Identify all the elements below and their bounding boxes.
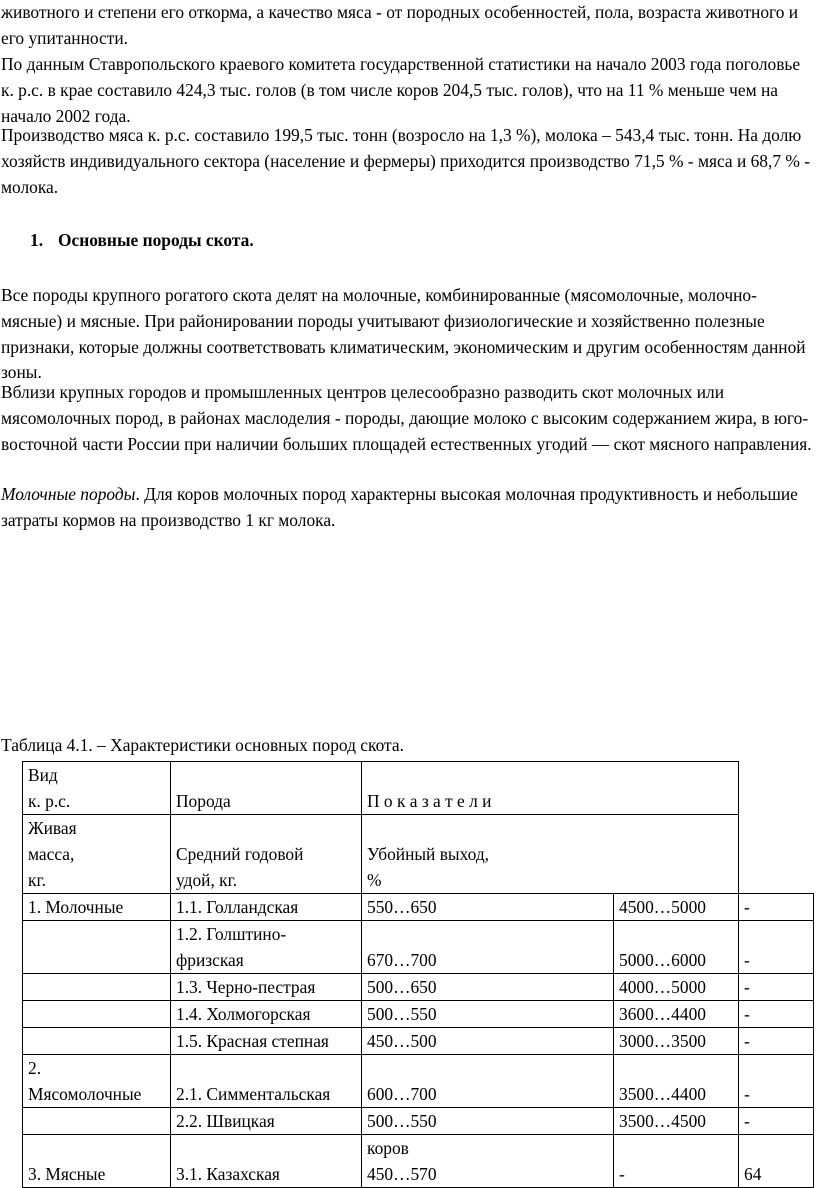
table-cell: - bbox=[614, 1135, 739, 1188]
section-heading bbox=[30, 230, 254, 251]
body-paragraph-2: Вблизи крупных городов и промышленных центров целесообразно разводить скот молочных или мясомолочных пород, в районах маслоделия - породы, дающие молоко с высоким содержанием жира, в юго-восточной части России при наличии больших площадей естественных угодий — скот мясного направления. bbox=[1, 382, 812, 454]
header-cell: П о к а з а т е л и bbox=[362, 762, 739, 815]
table-cell: 3. Мясные bbox=[23, 1135, 171, 1188]
table-caption: Таблица 4.1. – Характеристики основных пород скота. bbox=[1, 735, 404, 755]
section-heading-number: 1. bbox=[30, 230, 44, 250]
table-row bbox=[23, 921, 814, 974]
table-cell bbox=[23, 921, 171, 974]
table-cell: 3600…4400 bbox=[614, 1001, 739, 1028]
table-header-row bbox=[23, 815, 814, 894]
table-cell: 600…700 bbox=[362, 1055, 614, 1108]
table-cell: - bbox=[739, 1028, 814, 1055]
header-cell: Вид к. р.с. bbox=[23, 762, 171, 815]
table-row bbox=[23, 1108, 814, 1135]
table-cell: - bbox=[739, 921, 814, 974]
table-cell: 1.5. Красная степная bbox=[171, 1028, 362, 1055]
dairy-breeds-term: Молочные породы bbox=[1, 484, 136, 504]
table-cell: 2.2. Швицкая bbox=[171, 1108, 362, 1135]
header-cell: Порода bbox=[171, 762, 362, 815]
table-cell bbox=[23, 1028, 171, 1055]
table-row bbox=[23, 974, 814, 1001]
intro-paragraph-2: По данным Ставропольского краевого комитета государственной статистики на начало 2003 года поголовье к. р.с. в крае составило 424,3 тыс. голов (в том числе коров 204,5 тыс. голов), что на 11 % меньше чем на начало 2002 года. bbox=[1, 54, 801, 126]
header-cell: Убойный выход, % bbox=[362, 815, 739, 894]
table-cell: - bbox=[739, 894, 814, 921]
table-cell: - bbox=[739, 974, 814, 1001]
table-row bbox=[23, 1055, 814, 1108]
table-cell: 1.1. Голландская bbox=[171, 894, 362, 921]
table-cell: 500…550 bbox=[362, 1108, 614, 1135]
table-header-row bbox=[23, 762, 814, 815]
intro-paragraph-1: животного и степени его откорма, а качество мяса - от породных особенностей, пола, возраста животного и его упитанности. bbox=[1, 2, 799, 48]
body-paragraph-3-text: . Для коров молочных пород характерны высокая молочная продуктивность и небольшие затраты кормов на производство 1 кг молока. bbox=[1, 484, 798, 530]
table-cell bbox=[23, 1108, 171, 1135]
table-cell: 500…650 bbox=[362, 974, 614, 1001]
table-cell: - bbox=[739, 1055, 814, 1108]
table-cell: 3500…4400 bbox=[614, 1055, 739, 1108]
table-cell: 1.2. Голштино- фризская bbox=[171, 921, 362, 974]
breeds-table bbox=[22, 761, 814, 1188]
table-cell: 2. Мясомолочные bbox=[23, 1055, 171, 1108]
table-cell: коров 450…570 bbox=[362, 1135, 614, 1188]
table-row bbox=[23, 894, 814, 921]
table-cell: 4000…5000 bbox=[614, 974, 739, 1001]
table-cell: 3000…3500 bbox=[614, 1028, 739, 1055]
table-cell: 4500…5000 bbox=[614, 894, 739, 921]
table-cell: 670…700 bbox=[362, 921, 614, 974]
table-cell: 64 bbox=[739, 1135, 814, 1188]
header-cell: Живая масса, кг. bbox=[23, 815, 171, 894]
table-cell: 1.3. Черно-пестрая bbox=[171, 974, 362, 1001]
body-paragraph-1: Все породы крупного рогатого скота делят на молочные, комбинированные (мясомолочные, молочно-мясные) и мясные. При районировании породы учитывают физиологические и хозяйственно полезные признаки, которые должны соответствовать климатическим, экономическим и другим особенностям данной зоны. bbox=[1, 285, 806, 383]
intro-paragraph-3: Производство мяса к. р.с. составило 199,5 тыс. тонн (возросло на 1,3 %), молока – 543,4 тыс. тонн. На долю хозяйств индивидуального сектора (население и фермеры) приходится производство 71,5 % - мяса и 68,7 % - молока. bbox=[1, 125, 811, 197]
table-cell: 3500…4500 bbox=[614, 1108, 739, 1135]
header-cell: Средний годовой удой, кг. bbox=[171, 815, 362, 894]
table-cell: 1. Молочные bbox=[23, 894, 171, 921]
table-cell: 450…500 bbox=[362, 1028, 614, 1055]
table-cell bbox=[23, 1001, 171, 1028]
table-row bbox=[23, 1028, 814, 1055]
table-cell: 2.1. Симментальская bbox=[171, 1055, 362, 1108]
table-cell: - bbox=[739, 1108, 814, 1135]
table-cell: 1.4. Холмогорская bbox=[171, 1001, 362, 1028]
table-cell: 500…550 bbox=[362, 1001, 614, 1028]
table-cell: 5000…6000 bbox=[614, 921, 739, 974]
table-cell: 550…650 bbox=[362, 894, 614, 921]
table-row bbox=[23, 1135, 814, 1188]
body-paragraph-3 bbox=[1, 482, 816, 534]
table-row bbox=[23, 1001, 814, 1028]
section-heading-title: Основные породы скота. bbox=[58, 230, 254, 250]
table-cell bbox=[23, 974, 171, 1001]
table-cell: - bbox=[739, 1001, 814, 1028]
table-cell: 3.1. Казахская bbox=[171, 1135, 362, 1188]
